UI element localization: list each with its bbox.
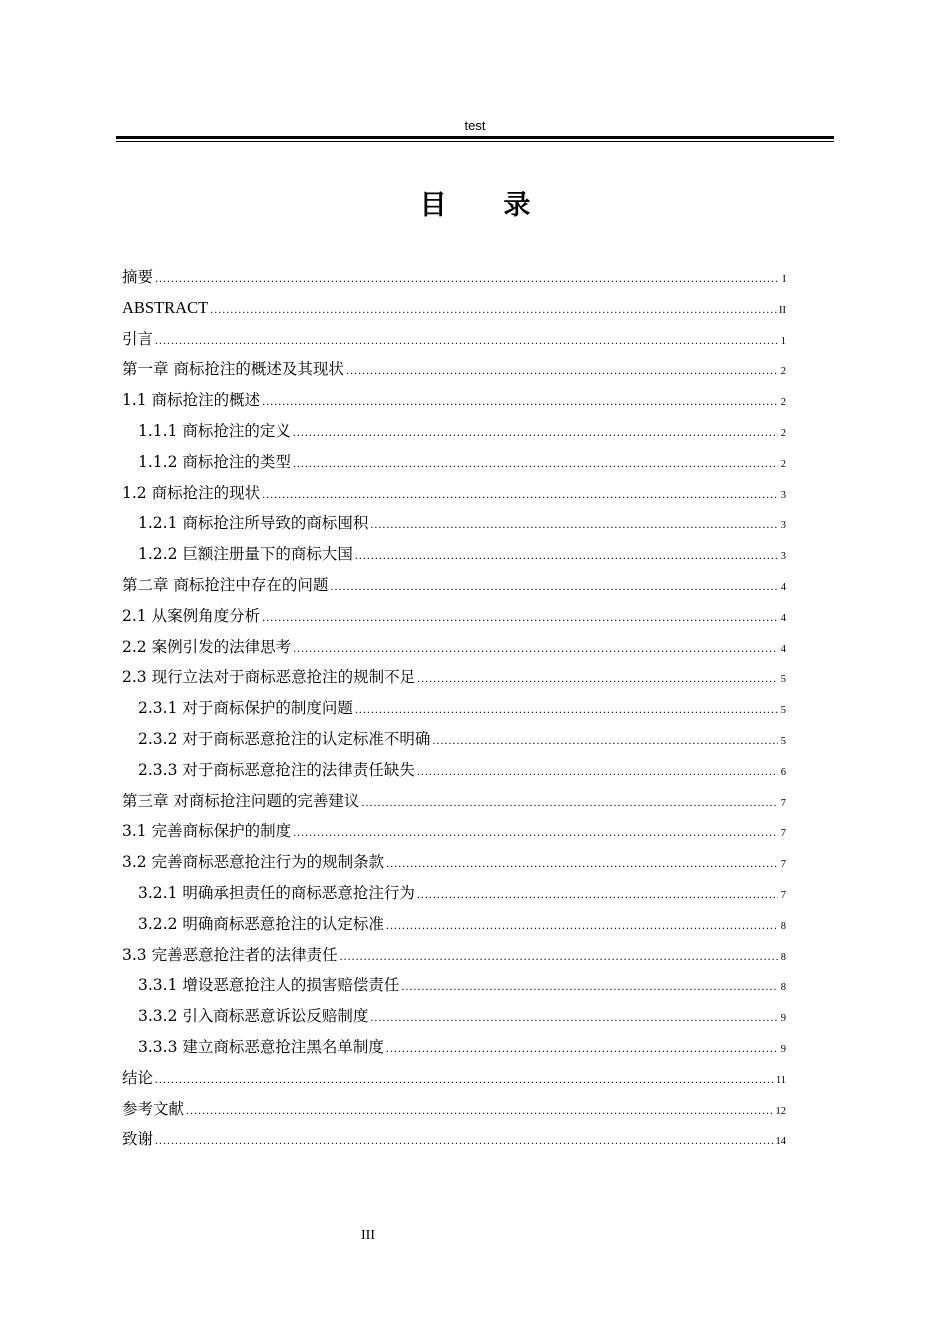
toc-leader-dots — [417, 756, 778, 787]
toc-entry-page: 3 — [780, 520, 786, 532]
toc-entry-label: 3.2 完善商标恶意抢注行为的规制条款 — [122, 853, 385, 872]
toc-entry-page: 12 — [775, 1105, 786, 1117]
toc-entry[interactable] — [122, 354, 786, 385]
toc-entry-page: 9 — [780, 1013, 786, 1025]
toc-entry-page: 8 — [780, 920, 786, 932]
toc-entry-label: 引言 — [122, 329, 154, 348]
toc-leader-dots — [262, 479, 778, 510]
toc-entry-page: 5 — [780, 674, 786, 686]
toc-entry[interactable] — [122, 693, 786, 724]
toc-entry-label: 1.1 商标抢注的概述 — [122, 391, 261, 410]
toc-entry-page: 3 — [780, 489, 786, 501]
toc-entry-label: 3.2.1 明确承担责任的商标恶意抢注行为 — [138, 883, 415, 902]
toc-entry[interactable] — [122, 601, 786, 632]
toc-entry[interactable] — [122, 878, 786, 909]
toc-entry-page: 7 — [780, 859, 786, 871]
toc-entry-label: 3.3 完善恶意抢注者的法律责任 — [122, 945, 338, 964]
toc-entry-label: 2.3.3 对于商标恶意抢注的法律责任缺失 — [138, 760, 415, 779]
toc-entry-label: ABSTRACT — [122, 297, 209, 317]
toc-entry-label: 1.2.1 商标抢注所导致的商标囤积 — [138, 514, 369, 533]
toc-entry-label: 3.2.2 明确商标恶意抢注的认定标准 — [138, 914, 384, 933]
toc-entry-label: 2.3.1 对于商标保护的制度问题 — [138, 699, 353, 718]
toc-entry[interactable] — [122, 262, 786, 293]
toc-leader-dots — [361, 787, 778, 818]
page-header: test — [464, 118, 486, 133]
toc-entry-page: 7 — [780, 828, 786, 840]
toc-leader-dots — [355, 694, 778, 725]
toc-entry-page: 14 — [775, 1136, 786, 1148]
toc-entry-label: 第三章 对商标抢注问题的完善建议 — [122, 791, 360, 810]
toc-leader-dots — [386, 1033, 778, 1064]
toc-leader-dots — [293, 633, 778, 664]
toc-entry[interactable] — [122, 724, 786, 755]
toc-leader-dots — [401, 971, 778, 1002]
toc-entry[interactable] — [122, 632, 786, 663]
toc-entry-page: 7 — [780, 797, 786, 809]
toc-entry-page: 1 — [780, 335, 786, 347]
toc-entry-page: I — [782, 274, 786, 285]
toc-entry[interactable] — [122, 662, 786, 693]
toc-entry-page: 4 — [780, 643, 786, 655]
toc-leader-dots — [293, 817, 778, 848]
header-rule-thin — [116, 141, 834, 142]
toc-entry-label: 第一章 商标抢注的概述及其现状 — [122, 360, 344, 379]
toc-entry[interactable] — [122, 539, 786, 570]
toc-leader-dots — [155, 263, 778, 294]
toc-entry-label: 结论 — [122, 1068, 154, 1087]
toc-leader-dots — [293, 448, 778, 479]
toc-entry[interactable] — [122, 909, 786, 940]
toc-entry-page: 8 — [780, 982, 786, 994]
toc-leader-dots — [340, 941, 778, 972]
toc-entry[interactable] — [122, 847, 786, 878]
toc-entry[interactable] — [122, 324, 786, 355]
toc-entry-page: 9 — [780, 1043, 786, 1055]
toc-entry[interactable] — [122, 755, 786, 786]
toc-entry-page: 2 — [780, 366, 786, 378]
toc-entry-page: 11 — [775, 1074, 786, 1086]
toc-entry-page: 8 — [780, 951, 786, 963]
toc-entry-label: 2.1 从案例角度分析 — [122, 606, 261, 625]
toc-leader-dots — [293, 417, 778, 448]
table-of-contents — [122, 262, 786, 1155]
toc-leader-dots — [210, 294, 777, 325]
toc-leader-dots — [370, 1002, 778, 1033]
toc-entry[interactable] — [122, 293, 786, 324]
toc-entry-label: 致谢 — [122, 1130, 154, 1149]
toc-entry[interactable] — [122, 1094, 786, 1125]
toc-entry-page: 5 — [780, 705, 786, 717]
toc-entry[interactable] — [122, 1001, 786, 1032]
toc-entry-page: 4 — [780, 612, 786, 624]
toc-entry[interactable] — [122, 970, 786, 1001]
toc-leader-dots — [432, 725, 778, 756]
toc-entry[interactable] — [122, 1063, 786, 1094]
toc-entry-page: 5 — [780, 735, 786, 747]
toc-entry[interactable] — [122, 570, 786, 601]
toc-leader-dots — [262, 386, 778, 417]
toc-entry-page: 2 — [780, 427, 786, 439]
toc-entry[interactable] — [122, 447, 786, 478]
toc-entry-label: 参考文献 — [122, 1099, 185, 1118]
toc-entry-label: 2.3 现行立法对于商标恶意抢注的规制不足 — [122, 668, 416, 687]
page-number: III — [361, 1228, 375, 1243]
toc-entry-label: 1.2.2 巨额注册量下的商标大国 — [138, 545, 353, 564]
toc-entry-label: 第二章 商标抢注中存在的问题 — [122, 575, 329, 594]
toc-entry-label: 2.2 案例引发的法律思考 — [122, 637, 292, 656]
toc-entry-page: 7 — [780, 889, 786, 901]
toc-entry-label: 3.3.3 建立商标恶意抢注黑名单制度 — [138, 1037, 384, 1056]
toc-leader-dots — [330, 571, 778, 602]
toc-leader-dots — [262, 602, 778, 633]
toc-entry[interactable] — [122, 816, 786, 847]
toc-leader-dots — [346, 355, 778, 386]
toc-entry-label: 3.3.1 增设恶意抢注人的损害赔偿责任 — [138, 976, 400, 995]
toc-entry-page: 2 — [780, 458, 786, 470]
toc-leader-dots — [355, 540, 778, 571]
toc-entry[interactable] — [122, 1124, 786, 1155]
toc-leader-dots — [417, 663, 778, 694]
toc-entry-page: 3 — [780, 551, 786, 563]
toc-leader-dots — [155, 1125, 773, 1156]
toc-leader-dots — [370, 509, 778, 540]
toc-entry-label: 2.3.2 对于商标恶意抢注的认定标准不明确 — [138, 729, 431, 748]
toc-leader-dots — [386, 910, 778, 941]
toc-entry[interactable] — [122, 416, 786, 447]
toc-entry-page: 2 — [780, 397, 786, 409]
header-rule-thick — [116, 136, 834, 139]
toc-entry-label: 3.3.2 引入商标恶意诉讼反赔制度 — [138, 1007, 369, 1026]
toc-entry-label: 3.1 完善商标保护的制度 — [122, 822, 292, 841]
toc-leader-dots — [417, 879, 778, 910]
toc-entry-page: 4 — [780, 581, 786, 593]
toc-title: 目 录 — [419, 190, 546, 221]
toc-entry-label: 1.2 商标抢注的现状 — [122, 483, 261, 502]
toc-leader-dots — [386, 848, 778, 879]
toc-entry[interactable] — [122, 940, 786, 971]
toc-entry[interactable] — [122, 385, 786, 416]
toc-leader-dots — [155, 1064, 774, 1095]
toc-leader-dots — [155, 325, 778, 356]
toc-entry-page: 6 — [780, 766, 786, 778]
toc-entry[interactable] — [122, 508, 786, 539]
toc-leader-dots — [186, 1095, 773, 1126]
toc-entry-label: 摘要 — [122, 268, 154, 286]
toc-entry[interactable] — [122, 786, 786, 817]
toc-entry-label: 1.1.1 商标抢注的定义 — [138, 421, 291, 440]
toc-entry-label: 1.1.2 商标抢注的类型 — [138, 452, 291, 471]
toc-entry[interactable] — [122, 478, 786, 509]
toc-entry-page: II — [779, 304, 786, 316]
toc-entry[interactable] — [122, 1032, 786, 1063]
